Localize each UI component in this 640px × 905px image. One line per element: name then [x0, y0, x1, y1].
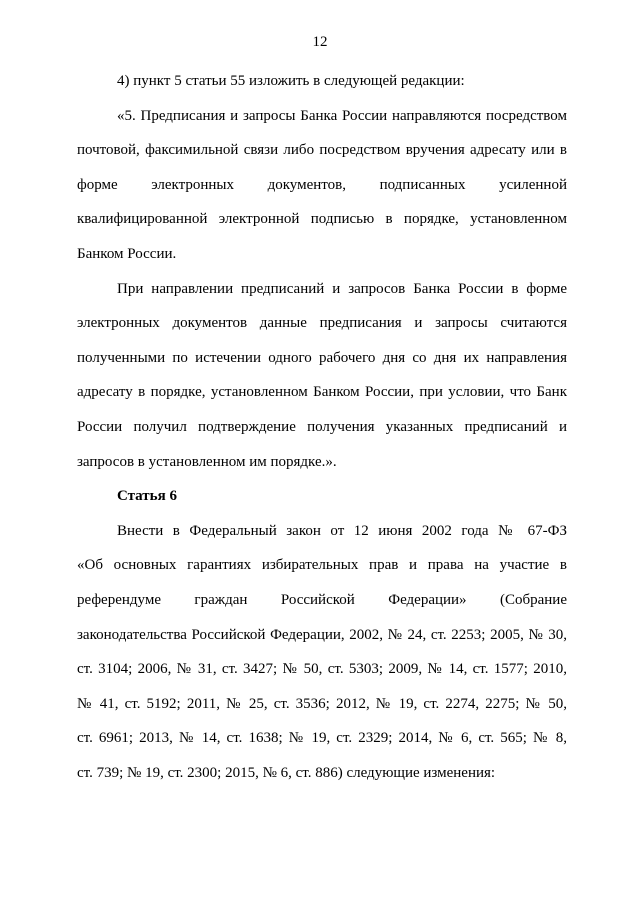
text-line: № 41, ст. 5192; 2011, № 25, ст. 3536; 2012, № 19, ст. 2274, 2275; № 50, [77, 695, 567, 712]
quoted-paragraph-5 [77, 99, 567, 272]
text-line: «5. Предписания и запросы Банка России направляются посредством [117, 107, 567, 124]
text-line: ст. 3104; 2006, № 31, ст. 3427; № 50, ст. 5303; 2009, № 14, ст. 1577; 2010, [77, 661, 567, 678]
text-line: Внести в Федеральный закон от 12 июня 2002 года № 67-ФЗ [117, 522, 567, 539]
page-number: 12 [312, 34, 328, 50]
text-line: квалифицированной электронной подписью в порядке, установленном [77, 211, 567, 228]
text-line: 4) пункт 5 статьи 55 изложить в следующей редакции: [117, 73, 465, 89]
text-line: Банком России. [77, 245, 177, 262]
text-line: адресату в порядке, установленном Банком России, при условии, что Банк [77, 384, 567, 401]
text-line: запросов в установленном им порядке.». [77, 453, 337, 470]
item-4-paragraph [77, 64, 567, 99]
text-line: России получил подтверждение получения указанных предписаний и [77, 418, 567, 435]
text-line: «Об основных гарантиях избирательных прав и права на участие в [77, 557, 567, 574]
text-line: ст. 6961; 2013, № 14, ст. 1638; № 19, ст. 2329; 2014, № 6, ст. 565; № 8, [77, 730, 567, 747]
electronic-documents-paragraph [77, 272, 567, 480]
text-line: законодательства Российской Федерации, 2002, № 24, ст. 2253; 2005, № 30, [77, 626, 567, 643]
article-6-paragraph [77, 514, 567, 791]
text-line: почтовой, факсимильной связи либо посредством вручения адресату или в [77, 142, 567, 159]
text-line: ст. 739; № 19, ст. 2300; 2015, № 6, ст. 886) следующие изменения: [77, 764, 496, 781]
article-6-heading: Статья 6 [117, 488, 177, 505]
text-line: референдуме граждан Российской Федерации» (Собрание [77, 591, 567, 608]
text-line: электронных документов данные предписания и запросы считаются [77, 315, 567, 332]
text-line: полученными по истечении одного рабочего дня со дня их направления [77, 349, 567, 366]
text-line: При направлении предписаний и запросов Банка России в форме [117, 280, 567, 297]
text-line: форме электронных документов, подписанных усиленной [77, 176, 567, 193]
document-body [77, 64, 567, 790]
